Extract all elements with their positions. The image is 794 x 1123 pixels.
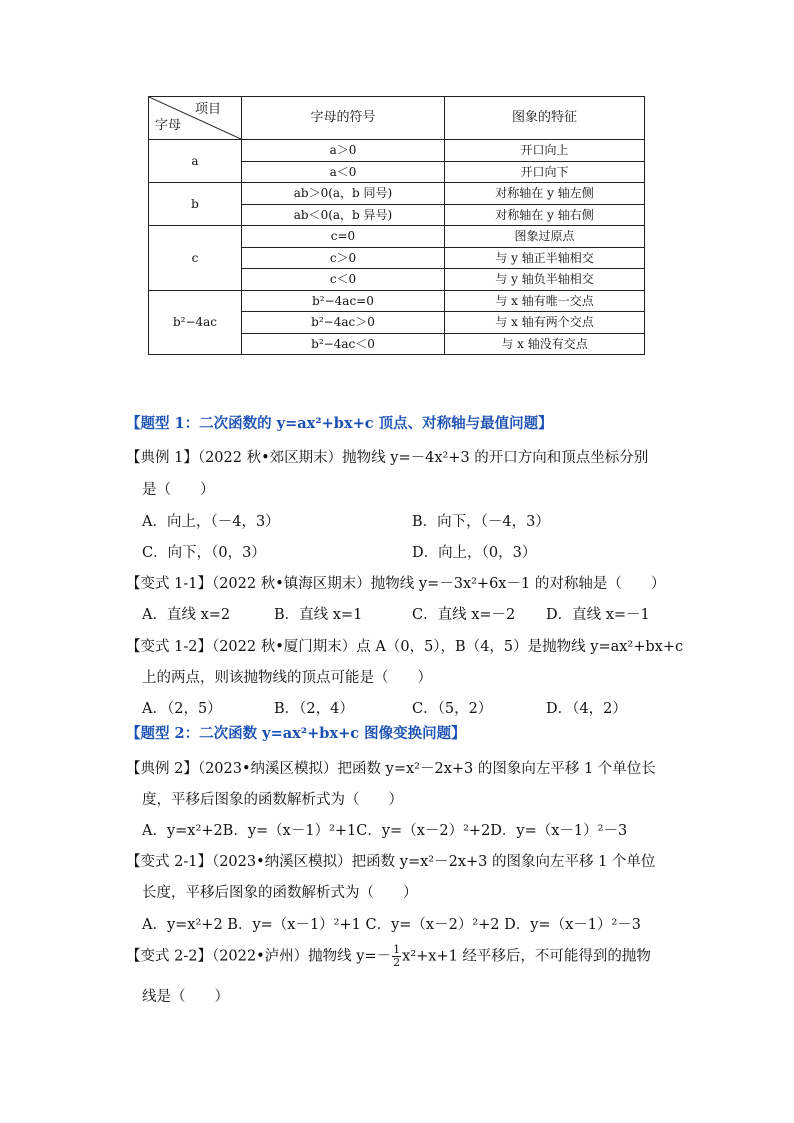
example-1-stem-line1: 【典例 1】（2022 秋•郊区期末）抛物线 y=－4x²+3 的开口方向和顶点坐标分别 [126,450,649,466]
variant-2-2-stem-line1 [126,944,651,969]
variant-1-2-option-a: A．（2，5） [142,701,222,717]
sign-cell: b²−4ac＜0 [242,333,445,355]
sign-cell: b²−4ac=0 [242,290,445,312]
example-2-stem-line1: 【典例 2】（2023•纳溪区模拟）把函数 y=x²－2x+3 的图象向左平移 1 个单位长 [126,761,656,777]
sign-cell: c=0 [242,226,445,248]
header-bottom-label: 字母 [155,118,182,133]
feature-cell: 与 x 轴有两个交点 [445,312,645,334]
example-1-option-d: D．向上，（0，3） [412,545,537,561]
example-1-stem-line2: 是（ ） [142,482,215,498]
example-1-option-b: B．向下，（－4，3） [412,514,550,530]
example-1-option-c: C．向下，（0，3） [142,545,266,561]
variant-1-2-stem-line1: 【变式 1-2】（2022 秋•厦门期末）点 A（0，5），B（4，5）是抛物线 y=ax²+bx+c [126,639,684,655]
variant-1-2-option-c: C．（5，2） [412,701,493,717]
variant-1-2-stem-line2: 上的两点，则该抛物线的顶点可能是（ ） [142,670,432,686]
sign-cell: a＞0 [242,140,445,162]
letter-cell: b [149,183,242,226]
fraction-denominator: 2 [393,956,401,969]
diagonal-header-cell [149,97,242,140]
variant-1-1-option-d: D．直线 x=－1 [546,607,650,623]
sign-cell: ab＜0(a，b 异号) [242,204,445,226]
variant-2-2-stem-post: x²+x+1 经平移后，不可能得到的抛物 [402,948,651,965]
letter-cell: b²−4ac [149,290,242,355]
coefficient-sign-table [148,96,645,355]
sign-cell: c＜0 [242,269,445,291]
feature-cell: 开口向下 [445,161,645,183]
variant-1-1-option-a: A．直线 x=2 [142,607,231,623]
variant-2-1-stem-line2: 长度，平移后图象的函数解析式为（ ） [142,885,418,901]
header-top-label: 项目 [194,102,221,117]
feature-cell: 开口向上 [445,140,645,162]
letter-cell: a [149,140,242,183]
sign-cell: c＞0 [242,247,445,269]
example-2-options: A．y=x²+2B．y=（x－1）²+1C．y=（x－2）²+2D．y=（x－1）²－3 [142,823,628,839]
feature-cell: 与 y 轴负半轴相交 [445,269,645,291]
letter-cell: c [149,226,242,291]
fraction-one-half [392,944,401,969]
feature-cell: 与 x 轴有唯一交点 [445,290,645,312]
sign-cell: b²−4ac＞0 [242,312,445,334]
feature-cell: 对称轴在 y 轴左侧 [445,183,645,205]
feature-cell: 对称轴在 y 轴右侧 [445,204,645,226]
sign-cell: ab＞0(a，b 同号) [242,183,445,205]
variant-1-1-option-c: C．直线 x=－2 [412,607,516,623]
col-feature-header: 图象的特征 [445,97,645,140]
section-2-title: 【题型 2：二次函数 y=ax²+bx+c 图像变换问题】 [126,725,466,742]
variant-1-1-option-b: B．直线 x=1 [274,607,363,623]
section-1-title: 【题型 1：二次函数的 y=ax²+bx+c 顶点、对称轴与最值问题】 [126,415,553,432]
variant-2-2-stem-line2: 线是（ ） [142,989,229,1005]
sign-cell: a＜0 [242,161,445,183]
feature-cell: 图象过原点 [445,226,645,248]
variant-2-2-stem-pre: 【变式 2-2】（2022•泸州）抛物线 y=－ [126,948,392,965]
variant-1-2-option-d: D．（4，2） [546,701,627,717]
feature-cell: 与 y 轴正半轴相交 [445,247,645,269]
variant-2-1-options: A．y=x²+2 B．y=（x－1）²+1 C．y=（x－2）²+2 D．y=（x－1）²－3 [142,917,642,933]
feature-cell: 与 x 轴没有交点 [445,333,645,355]
example-2-stem-line2: 度，平移后图象的函数解析式为（ ） [142,792,403,808]
example-1-option-a: A．向上，（－4，3） [142,514,280,530]
variant-1-2-option-b: B．（2，4） [274,701,354,717]
variant-1-1-stem: 【变式 1-1】（2022 秋•镇海区期末）抛物线 y=－3x²+6x－1 的对称轴是（ ） [126,576,666,592]
fraction-numerator: 1 [393,943,401,956]
variant-2-1-stem-line1: 【变式 2-1】（2023•纳溪区模拟）把函数 y=x²－2x+3 的图象向左平移 1 个单位 [126,854,656,870]
col-sign-header: 字母的符号 [242,97,445,140]
